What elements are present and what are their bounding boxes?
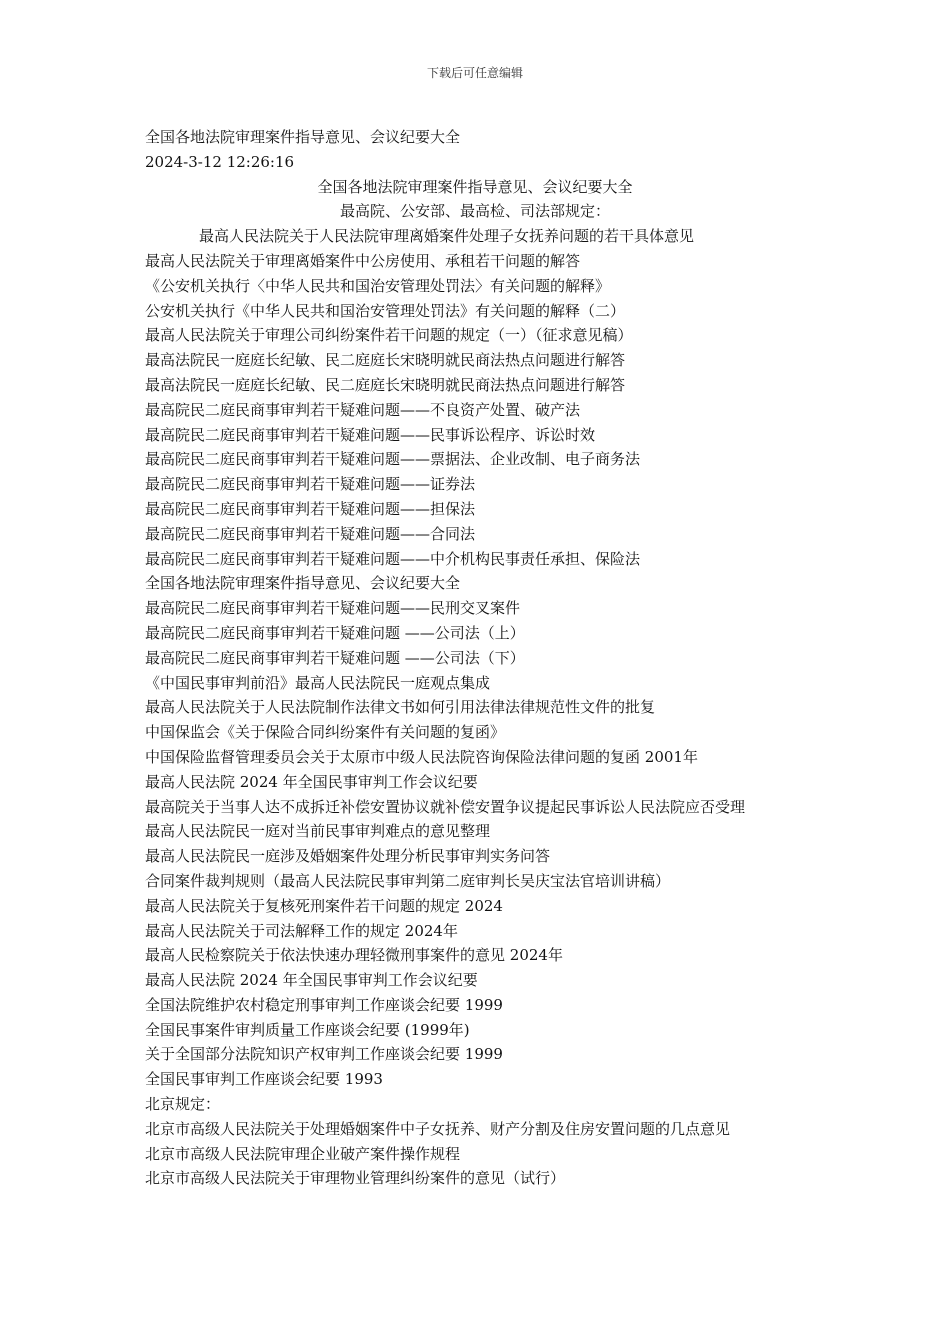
list-item: 《公安机关执行〈中华人民共和国治安管理处罚法〉有关问题的解释》 — [145, 276, 611, 295]
list-item: 最高院民二庭民商事审判若干疑难问题——合同法 — [145, 524, 476, 543]
list-item: 北京市高级人民法院审理企业破产案件操作规程 — [145, 1144, 461, 1163]
list-item: 最高院关于当事人达不成拆迁补偿安置协议就补偿安置争议提起民事诉讼人民法院应否受理 — [145, 797, 746, 816]
section-heading: 最高院、公安部、最高检、司法部规定： — [339, 202, 610, 221]
list-item: 最高院民二庭民商事审判若干疑难问题——不良资产处置、破产法 — [145, 400, 581, 419]
list-item: 最高人民法院关于审理公司纠纷案件若干问题的规定（一）（征求意见稿） — [145, 326, 633, 345]
list-item: 最高法院民一庭庭长纪敏、民二庭庭长宋晓明就民商法热点问题进行解答 — [145, 351, 626, 370]
list-item: 最高人民法院民一庭涉及婚姻案件处理分析民事审判实务问答 — [145, 847, 551, 866]
list-item: 全国民事案件审判质量工作座谈会纪要 (1999年) — [145, 1020, 470, 1039]
list-item: 最高院民二庭民商事审判若干疑难问题 ——公司法（上） — [145, 623, 525, 642]
list-item: 最高人民法院关于人民法院审理离婚案件处理子女抚养问题的若干具体意见 — [199, 227, 695, 246]
list-item: 最高院民二庭民商事审判若干疑难问题——民事诉讼程序、诉讼时效 — [145, 425, 596, 444]
document-body — [145, 125, 805, 1191]
page-header-note: 下载后可任意编辑 — [426, 66, 523, 80]
list-item: 全国民事审判工作座谈会纪要 1993 — [145, 1070, 383, 1089]
list-item: 全国法院维护农村稳定刑事审判工作座谈会纪要 1999 — [145, 995, 503, 1014]
list-item: 中国保险监督管理委员会关于太原市中级人民法院咨询保险法律问题的复函 2001年 — [145, 747, 698, 766]
list-item: 北京规定： — [145, 1095, 221, 1114]
list-item: 最高院民二庭民商事审判若干疑难问题——证券法 — [145, 475, 476, 494]
list-item: 公安机关执行《中华人民共和国治安管理处罚法》有关问题的解释（二） — [145, 301, 626, 320]
list-item: 全国各地法院审理案件指导意见、会议纪要大全 — [145, 574, 461, 593]
list-item: 《中国民事审判前沿》最高人民法院民一庭观点集成 — [145, 673, 491, 692]
list-item: 最高法院民一庭庭长纪敏、民二庭庭长宋晓明就民商法热点问题进行解答 — [145, 375, 626, 394]
list-item: 最高院民二庭民商事审判若干疑难问题——担保法 — [145, 499, 476, 518]
list-item: 北京市高级人民法院关于处理婚姻案件中子女抚养、财产分割及住房安置问题的几点意见 — [145, 1119, 731, 1138]
list-item: 关于全国部分法院知识产权审判工作座谈会纪要 1999 — [145, 1045, 503, 1064]
list-item: 最高人民检察院关于依法快速办理轻微刑事案件的意见 2024年 — [145, 946, 563, 965]
list-item: 最高院民二庭民商事审判若干疑难问题 ——公司法（下） — [145, 648, 525, 667]
list-item: 最高人民法院关于司法解释工作的规定 2024年 — [145, 921, 458, 940]
list-item: 中国保监会《关于保险合同纠纷案件有关问题的复函》 — [145, 723, 506, 742]
list-item: 最高院民二庭民商事审判若干疑难问题——票据法、企业改制、电子商务法 — [145, 450, 641, 469]
document-list — [145, 249, 805, 1191]
list-item: 北京市高级人民法院关于审理物业管理纠纷案件的意见（试行） — [145, 1169, 566, 1188]
list-item: 最高人民法院关于审理离婚案件中公房使用、承租若干问题的解答 — [145, 251, 581, 270]
list-item: 最高院民二庭民商事审判若干疑难问题——中介机构民事责任承担、保险法 — [145, 549, 641, 568]
list-item: 最高人民法院 2024 年全国民事审判工作会议纪要 — [145, 772, 478, 791]
list-item: 最高人民法院关于复核死刑案件若干问题的规定 2024 — [145, 896, 503, 915]
document-heading: 全国各地法院审理案件指导意见、会议纪要大全 — [317, 177, 633, 196]
document-datetime: 2024-3-12 12:26:16 — [145, 152, 295, 171]
list-item: 最高人民法院民一庭对当前民事审判难点的意见整理 — [145, 822, 491, 841]
list-item: 合同案件裁判规则（最高人民法院民事审判第二庭审判长吴庆宝法官培训讲稿） — [145, 871, 671, 890]
document-title: 全国各地法院审理案件指导意见、会议纪要大全 — [145, 128, 461, 146]
list-item: 最高人民法院关于人民法院制作法律文书如何引用法律法律规范性文件的批复 — [145, 698, 656, 717]
list-item: 最高人民法院 2024 年全国民事审判工作会议纪要 — [145, 971, 478, 990]
list-item: 最高院民二庭民商事审判若干疑难问题——民刑交叉案件 — [145, 599, 521, 618]
